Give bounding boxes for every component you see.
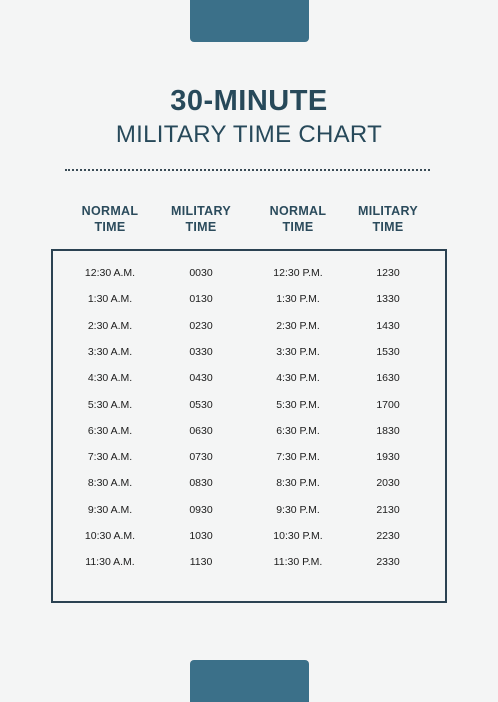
header-line: TIME: [282, 219, 314, 234]
cell-military-time-pm: 1930: [376, 451, 400, 464]
cell-normal-time-pm: 7:30 P.M.: [276, 451, 320, 464]
cell-military-time-pm: 1530: [376, 345, 400, 358]
cell-normal-time-am: 7:30 A.M.: [87, 451, 133, 464]
cell-military-time-pm: 1630: [376, 372, 400, 385]
top-accent-tab: [190, 0, 309, 42]
cell-normal-time-pm: 3:30 P.M.: [276, 345, 320, 358]
table-row: [53, 263, 445, 283]
cell-normal-time-pm: 4:30 P.M.: [276, 372, 320, 385]
cell-normal-time-pm: 11:30 P.M.: [273, 556, 323, 569]
cell-normal-time-pm: 8:30 P.M.: [276, 477, 320, 490]
cell-military-time-am: 0530: [189, 398, 213, 411]
cell-military-time-pm: 1830: [376, 424, 400, 437]
cell-normal-time-am: 5:30 A.M.: [87, 398, 133, 411]
cell-military-time-pm: 1230: [376, 267, 400, 279]
header-line: NORMAL: [269, 204, 327, 218]
time-table: [51, 249, 447, 603]
cell-military-time-am: 0930: [189, 503, 213, 516]
cell-military-time-am: 0730: [189, 451, 213, 464]
cell-military-time-am: 0830: [189, 477, 213, 490]
cell-military-time-am: 1130: [189, 556, 213, 569]
cell-normal-time-am: 8:30 A.M.: [87, 477, 133, 490]
cell-normal-time-pm: 1:30 P.M.: [276, 293, 320, 306]
header-line: NORMAL: [81, 204, 139, 218]
cell-military-time-am: 0430: [189, 372, 213, 385]
header-military-time-am: [156, 204, 246, 235]
cell-military-time-pm: 2030: [376, 477, 400, 490]
cell-normal-time-am: 2:30 A.M.: [87, 319, 133, 332]
cell-military-time-am: 1030: [189, 530, 213, 542]
table-row: [53, 473, 445, 493]
cell-normal-time-pm: 12:30 P.M.: [273, 267, 323, 279]
table-header: [0, 204, 498, 238]
cell-military-time-am: 0330: [189, 345, 213, 358]
table-row: [53, 500, 445, 520]
cell-military-time-am: 0630: [189, 424, 213, 437]
cell-military-time-am: 0030: [189, 267, 213, 279]
table-row: [53, 342, 445, 362]
cell-military-time-pm: 2230: [376, 530, 400, 542]
cell-normal-time-am: 1:30 A.M.: [87, 293, 133, 306]
cell-military-time-am: 0130: [189, 293, 213, 306]
header-military-time-pm: [343, 204, 433, 235]
table-row: [53, 316, 445, 336]
table-row: [53, 368, 445, 388]
cell-normal-time-pm: 6:30 P.M.: [276, 424, 320, 437]
header-line: TIME: [185, 219, 217, 234]
header-line: TIME: [372, 219, 404, 234]
page-subtitle: MILITARY TIME CHART: [115, 121, 383, 148]
table-row: [53, 447, 445, 467]
cell-normal-time-pm: 2:30 P.M.: [276, 319, 320, 332]
cell-normal-time-pm: 10:30 P.M.: [273, 530, 323, 542]
cell-normal-time-pm: 9:30 P.M.: [276, 503, 320, 516]
header-normal-time-pm: [253, 204, 343, 235]
cell-normal-time-am: 10:30 A.M.: [84, 530, 136, 542]
header-normal-time-am: [65, 204, 155, 235]
table-row: [53, 395, 445, 415]
cell-military-time-pm: 1700: [376, 398, 400, 411]
table-row: [53, 552, 445, 572]
cell-normal-time-am: 9:30 A.M.: [87, 503, 133, 516]
cell-military-time-am: 0230: [189, 319, 213, 332]
dotted-divider: [65, 169, 430, 171]
cell-military-time-pm: 1330: [376, 293, 400, 306]
header-line: TIME: [94, 219, 126, 234]
cell-normal-time-am: 12:30 A.M.: [84, 267, 136, 279]
cell-normal-time-am: 3:30 A.M.: [87, 345, 133, 358]
cell-normal-time-am: 11:30 A.M.: [85, 556, 135, 569]
cell-military-time-pm: 2330: [376, 556, 400, 569]
cell-normal-time-pm: 5:30 P.M.: [276, 398, 320, 411]
cell-normal-time-am: 4:30 A.M.: [87, 372, 133, 385]
cell-military-time-pm: 1430: [376, 319, 400, 332]
table-row: [53, 526, 445, 546]
cell-military-time-pm: 2130: [376, 503, 400, 516]
cell-normal-time-am: 6:30 A.M.: [87, 424, 133, 437]
table-row: [53, 421, 445, 441]
header-line: MILITARY: [357, 204, 419, 218]
header-line: MILITARY: [170, 204, 232, 218]
page-title: 30-MINUTE: [170, 85, 328, 117]
table-row: [53, 289, 445, 309]
bottom-accent-tab: [190, 660, 309, 702]
